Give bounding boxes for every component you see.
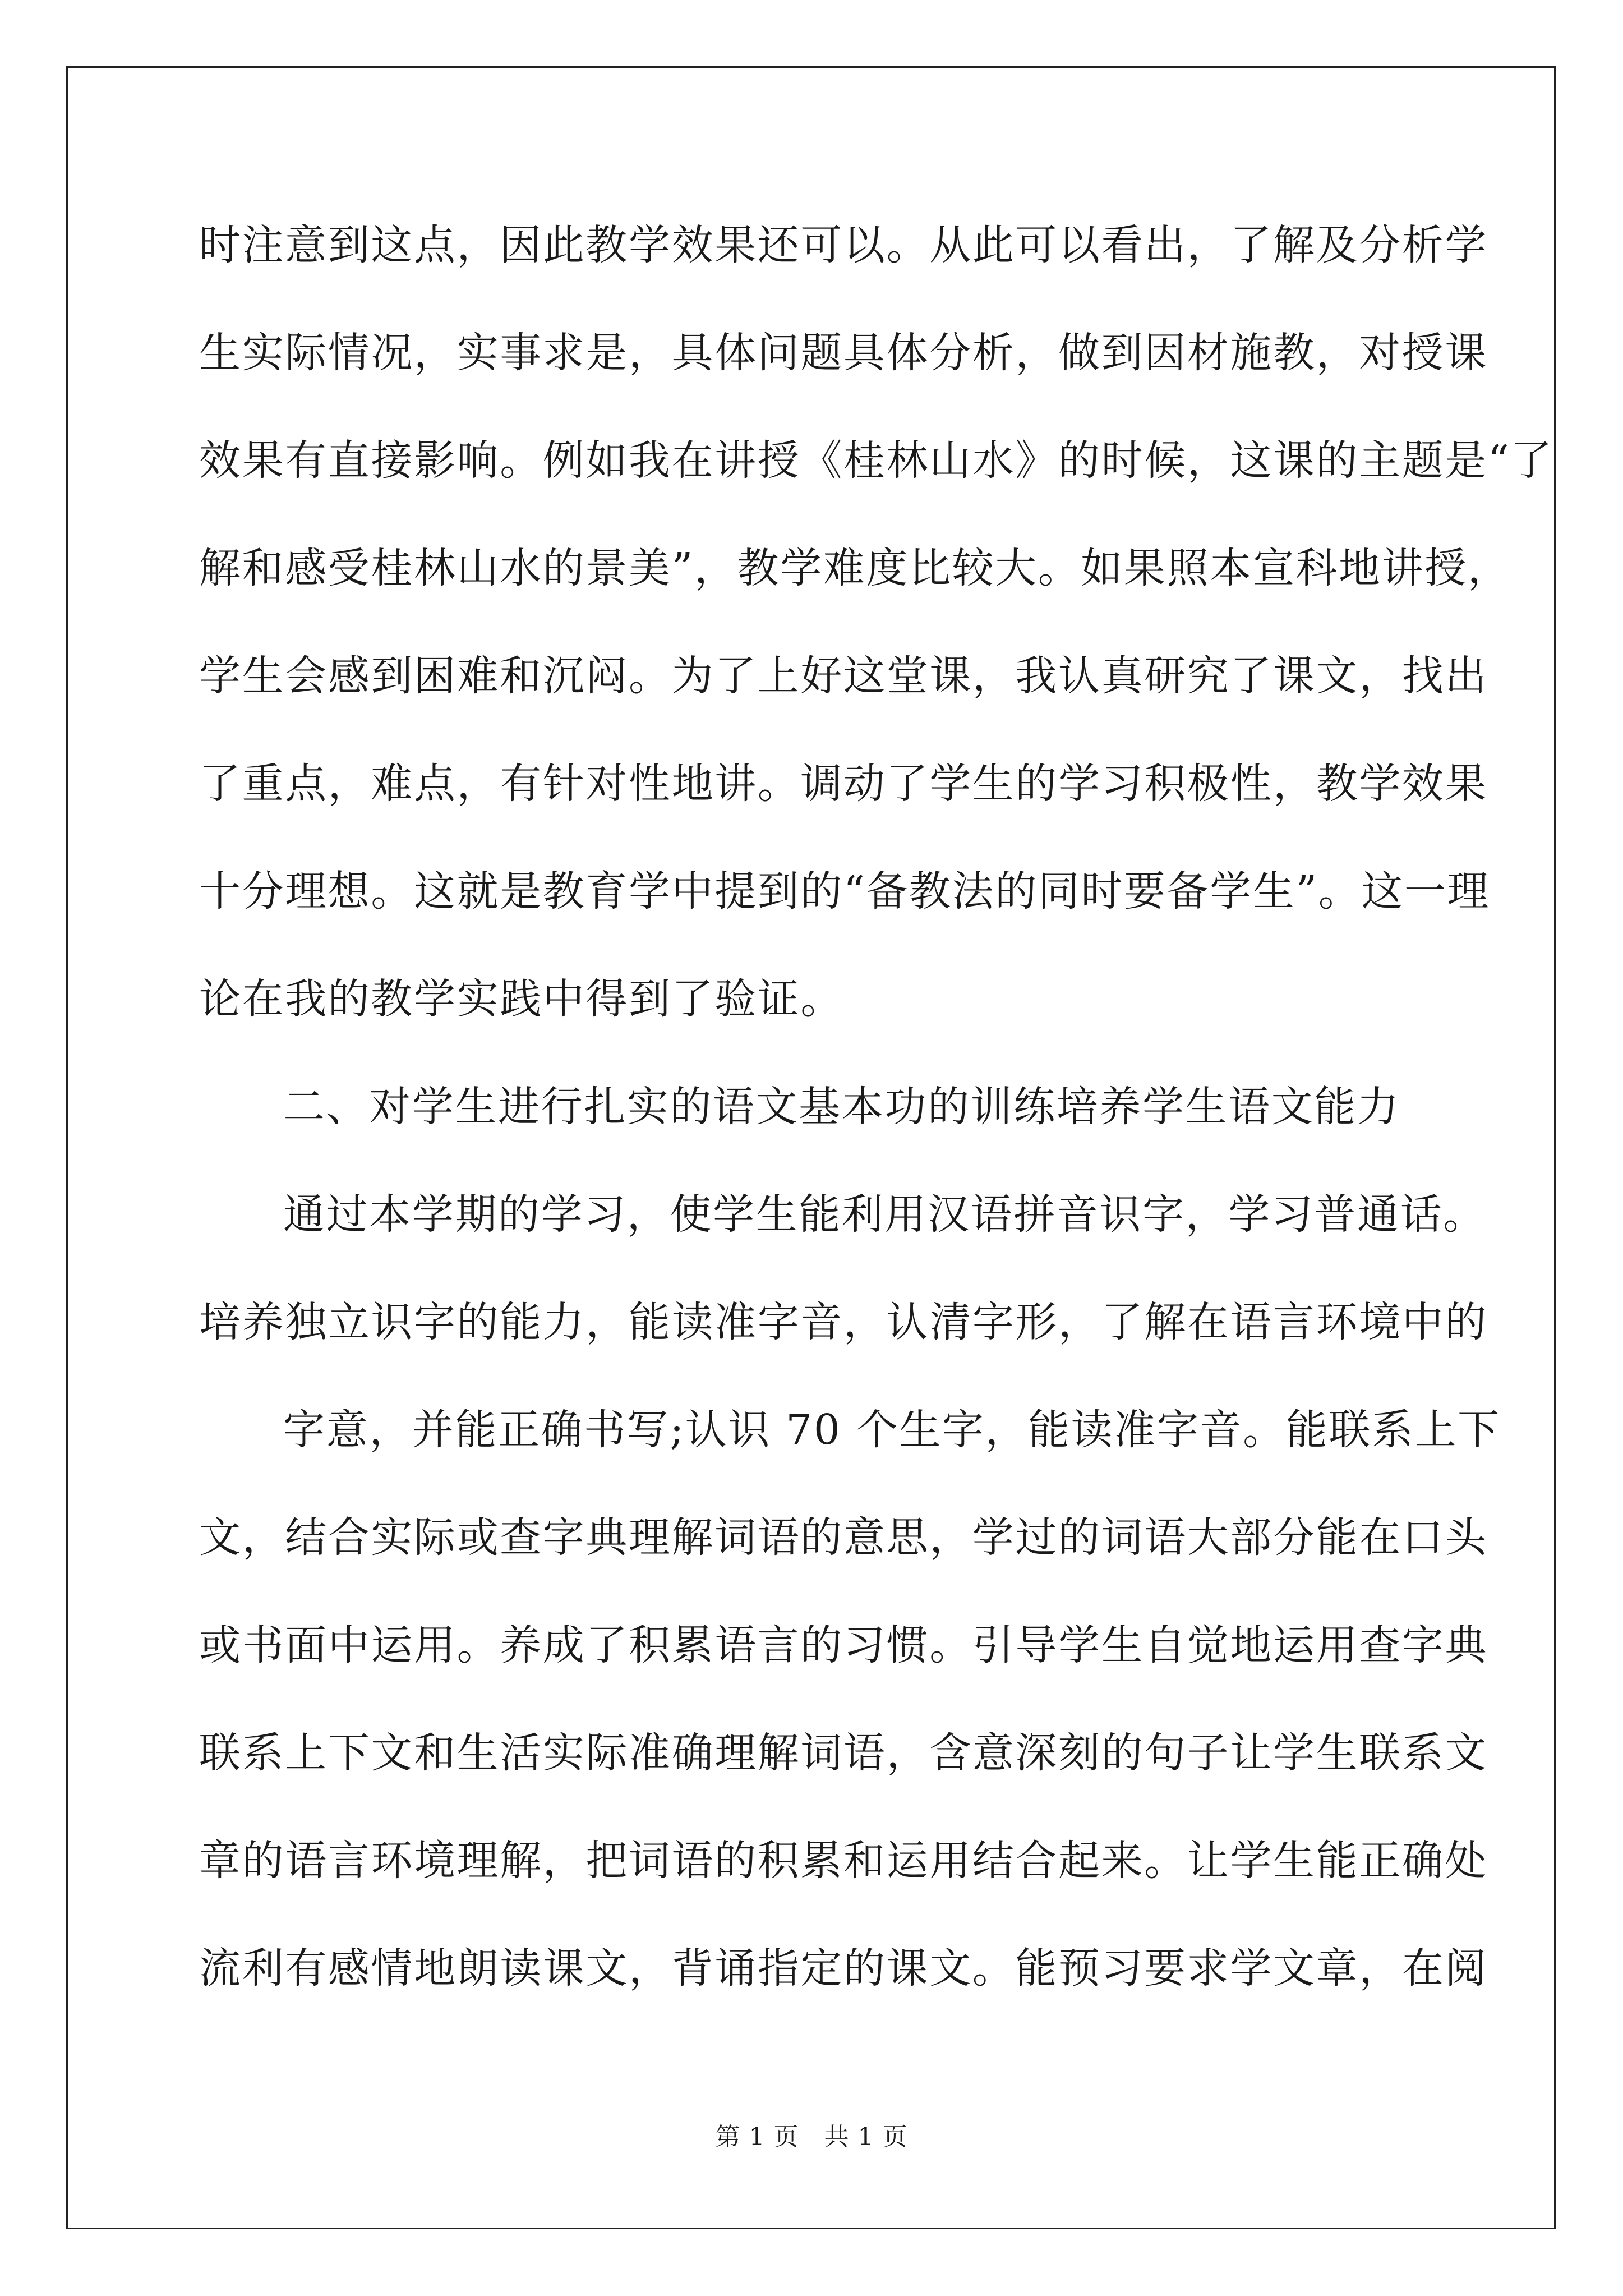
- text-line-15: 联系上下文和生活实际准确理解词语，含意深刻的句子让学生联系文: [199, 1729, 1488, 1777]
- text-line-12: 字意，并能正确书写;认识 70 个生字，能读准字音。能联系上下: [283, 1406, 1501, 1454]
- text-line-7: 十分理想。这就是教育学中提到的“备教法的同时要备学生”。这一理: [199, 867, 1491, 915]
- text-line-6: 了重点，难点，有针对性地讲。调动了学生的学习积极性，教学效果: [199, 760, 1488, 808]
- text-line-3: 效果有直接影响。例如我在讲授《桂林山水》的时候，这课的主题是“了: [199, 436, 1554, 485]
- text-line-5: 学生会感到困难和沉闷。为了上好这堂课，我认真研究了课文，找出: [199, 652, 1488, 700]
- page-footer: 第 1 页 共 1 页: [715, 2123, 908, 2151]
- text-line-11: 培养独立识字的能力，能读准字音，认清字形，了解在语言环境中的: [199, 1298, 1488, 1346]
- text-line-13: 文，结合实际或查字典理解词语的意思，学过的词语大部分能在口头: [199, 1513, 1488, 1562]
- text-line-10: 通过本学期的学习，使学生能利用汉语拼音识字，学习普通话。: [283, 1190, 1486, 1239]
- text-line-8: 论在我的教学实践中得到了验证。: [199, 975, 843, 1023]
- text-line-14: 或书面中运用。养成了积累语言的习惯。引导学生自觉地运用查字典: [199, 1621, 1488, 1669]
- text-line-2: 生实际情况，实事求是，具体问题具体分析，做到因材施教，对授课: [199, 329, 1488, 377]
- text-line-16: 章的语言环境理解，把词语的积累和运用结合起来。让学生能正确处: [199, 1837, 1488, 1885]
- text-line-1: 时注意到这点，因此教学效果还可以。从此可以看出，了解及分析学: [199, 221, 1488, 269]
- text-line-4: 解和感受桂林山水的景美”，教学难度比较大。如果照本宣科地讲授，: [199, 544, 1511, 592]
- section-heading: 二、对学生进行扎实的语文基本功的训练培养学生语文能力: [283, 1083, 1400, 1131]
- text-line-17: 流利有感情地朗读课文，背诵指定的课文。能预习要求学文章，在阅: [199, 1944, 1488, 1993]
- document-body: [199, 221, 1554, 2055]
